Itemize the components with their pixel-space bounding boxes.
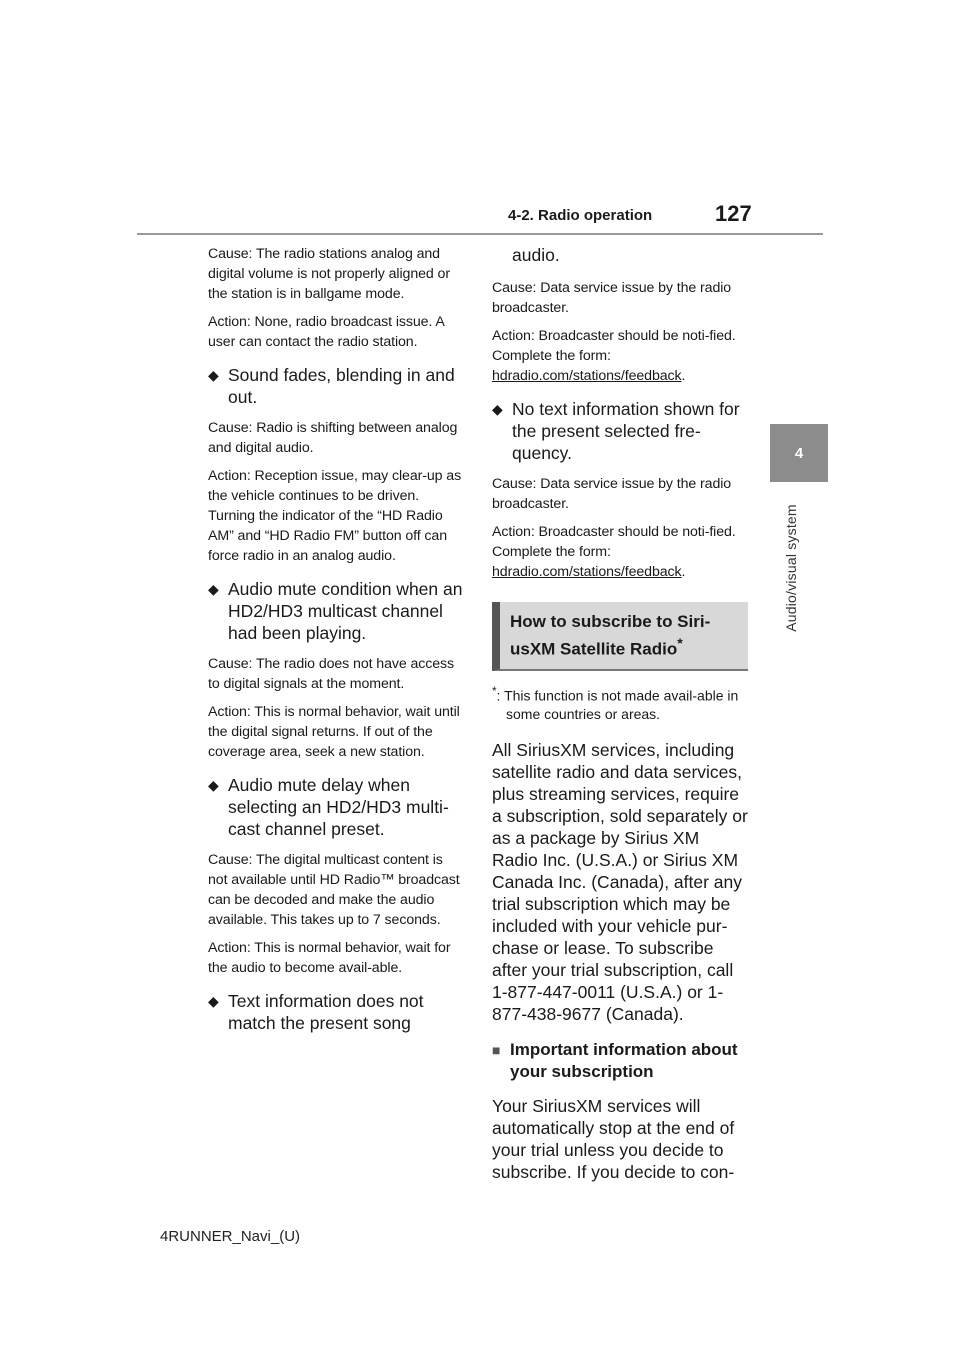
right-column [492,244,748,1193]
header-rule [137,233,823,235]
subscribe-heading [492,602,748,671]
left-column [208,244,463,1044]
heading-footnote-mark: * [677,636,683,652]
chapter-label-text: Audio/visual system [783,504,799,632]
text-mismatch-action: Action: Broadcaster should be noti-fied. Complete the form: hdradio.com/stations/feedback. [492,328,736,384]
page-number: 127 [715,201,752,226]
footer-model: 4RUNNER_Navi_(U) [160,1228,301,1245]
text-mismatch-action-text: Action: Broadcaster should be noti-fied. Complete the form: [492,328,736,364]
mute-delay-action: Action: This is normal behavior, wait for the audio to become avail-able. [208,940,451,976]
bullet-audio-mute: ◆ Audio mute condition when an HD2/HD3 multicast channel had been playing. [208,578,463,644]
sound-fades-cause: Cause: Radio is shifting between analog and digital audio. [208,420,458,456]
text-mismatch-continued: audio. [512,245,560,265]
bullet-no-text: ◆ No text information shown for the present selected fre-quency. [492,398,748,464]
sound-fades-action: Action: Reception issue, may clear-up as the vehicle continues to be driven. Turning the indicator of the “HD Radio AM” and “HD Radio FM” button off can force radio in an analog audio. [208,468,462,564]
footnote-mark: * [492,684,497,698]
subscription-body: All SiriusXM services, including satellite radio and data services, plus streaming services, require a subscription, sold separately or as a package by Sirius XM Radio Inc. (U.S.A.) or Sirius XM Canada Inc. (Canada), after any trial subscription which may be included with your vehicle pur-chase or lease. To subscribe after your trial subscription, call 1-877-447-0011 (U.S.A.) or 1-877-438-9677 (Canada). [492,740,748,1025]
text-mismatch-cause: Cause: Data service issue by the radio broadcaster. [492,280,732,316]
intro-action: Action: None, radio broadcast issue. A user can contact the radio station. [208,314,444,350]
no-text-action-text: Action: Broadcaster should be noti-fied. Complete the form: [492,524,736,560]
feedback-link[interactable]: hdradio.com/stations/feedback [492,564,682,580]
audio-mute-action: Action: This is normal behavior, wait until the digital signal returns. If out of the coverage area, seek a new station. [208,704,460,760]
footnote [492,683,748,724]
bullet-text-mismatch: ◆ Text information does not match the present song [208,990,463,1034]
chapter-tab: 4 [770,424,828,482]
bullet-mute-delay: ◆ Audio mute delay when selecting an HD2/HD3 multi-cast channel preset. [208,774,463,840]
no-text-action: Action: Broadcaster should be noti-fied. Complete the form: hdradio.com/stations/feedback. [492,524,736,580]
no-text-cause: Cause: Data service issue by the radio broadcaster. [492,476,732,512]
bullet-sound-fades: ◆ Sound fades, blending in and out. [208,364,463,408]
section-title: 4-2. Radio operation [508,207,653,224]
subscription-body-2: Your SiriusXM services will automatically stop at the end of your trial unless you decide to subscribe. If you decide to con- [492,1096,735,1183]
mute-delay-cause: Cause: The digital multicast content is not available until HD Radio™ broadcast can be decoded and make the audio available. This takes up to 7 seconds. [208,852,460,928]
audio-mute-cause: Cause: The radio does not have access to digital signals at the moment. [208,656,455,692]
intro-cause: Cause: The radio stations analog and digital volume is not properly aligned or the station is in ballgame mode. [208,246,450,302]
footnote-text: : This function is not made avail-able in some countries or areas. [496,687,739,722]
feedback-link[interactable]: hdradio.com/stations/feedback [492,368,682,384]
subscribe-heading-text: How to subscribe to Siri-usXM Satellite Radio [510,612,711,659]
chapter-label [783,488,813,648]
important-info-heading: ■ Important information about your subscription [492,1039,748,1083]
